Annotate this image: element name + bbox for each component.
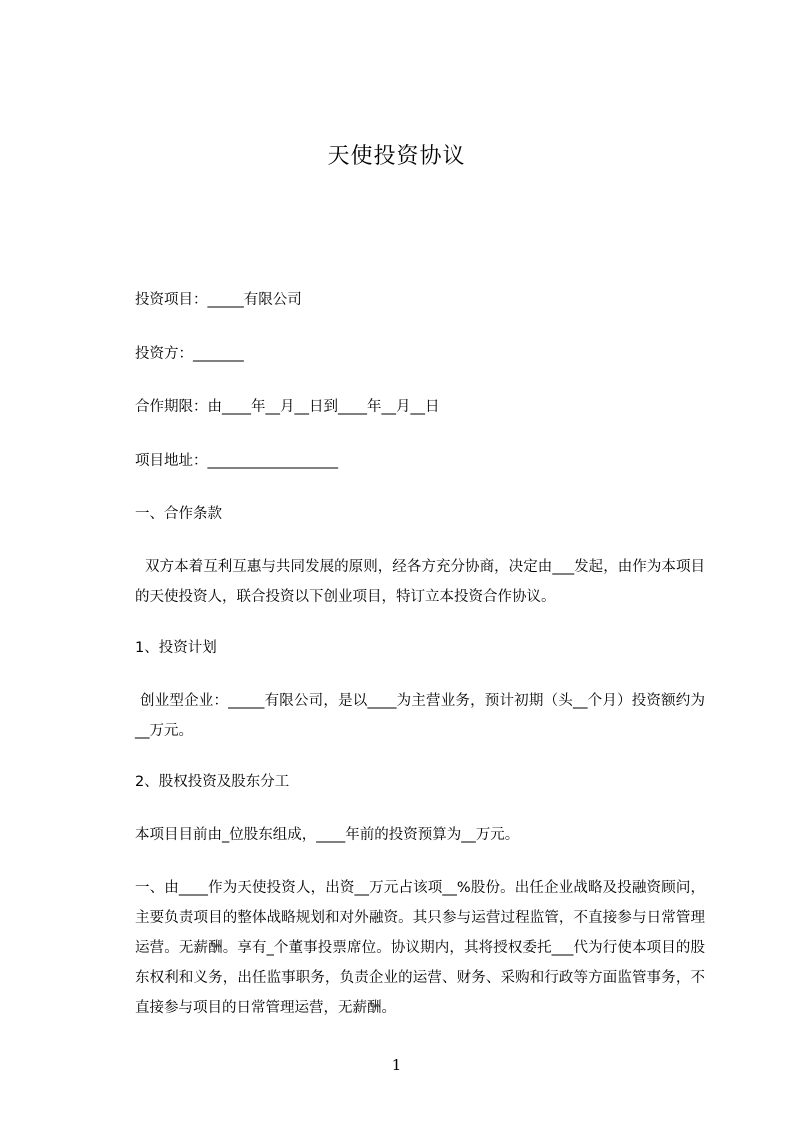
period-field: 合作期限：由____年__月__日到____年__月__日 xyxy=(135,399,440,415)
cooperation-intro-paragraph: 双方本着互利互惠与共同发展的原则，经各方充分协商，决定由___发起，由作为本项目的天使投资人，联合投资以下创业项目，特订立本投资合作协议。 xyxy=(135,559,705,605)
subsection-heading-investment-plan: 1、投资计划 xyxy=(135,640,217,656)
project-field: 投资项目：_____有限公司 xyxy=(135,292,302,308)
investor-field: 投资方：_______ xyxy=(135,346,244,362)
angel-investor-paragraph: 一、由____作为天使投资人，出资__万元占该项__%股份。出任企业战略及投融资顾问，主要负责项目的整体战略规划和对外融资。其只参与运营过程监管，不直接参与日常管理运营。无薪酬。享有_个董事投票席位。协议期内，其将授权委托___代为行使本项目的股东权利和义务，出任监事职务，负责企业的运营、财务、采购和行政等方面监管事务，不直接参与项目的日常管理运营，无薪酬。 xyxy=(135,880,705,1016)
section-heading-cooperation: 一、合作条款 xyxy=(135,506,222,522)
investment-plan-paragraph: 创业型企业：_____有限公司，是以____为主营业务，预计初期（头__个月）投资额约为__万元。 xyxy=(135,693,705,739)
shareholders-paragraph: 本项目目前由_位股东组成，____年前的投资预算为__万元。 xyxy=(135,827,520,843)
subsection-heading-equity: 2、股权投资及股东分工 xyxy=(135,774,290,790)
address-field: 项目地址：__________________ xyxy=(135,453,338,469)
page-number: 1 xyxy=(391,1056,402,1074)
document-title: 天使投资协议 xyxy=(327,144,466,169)
